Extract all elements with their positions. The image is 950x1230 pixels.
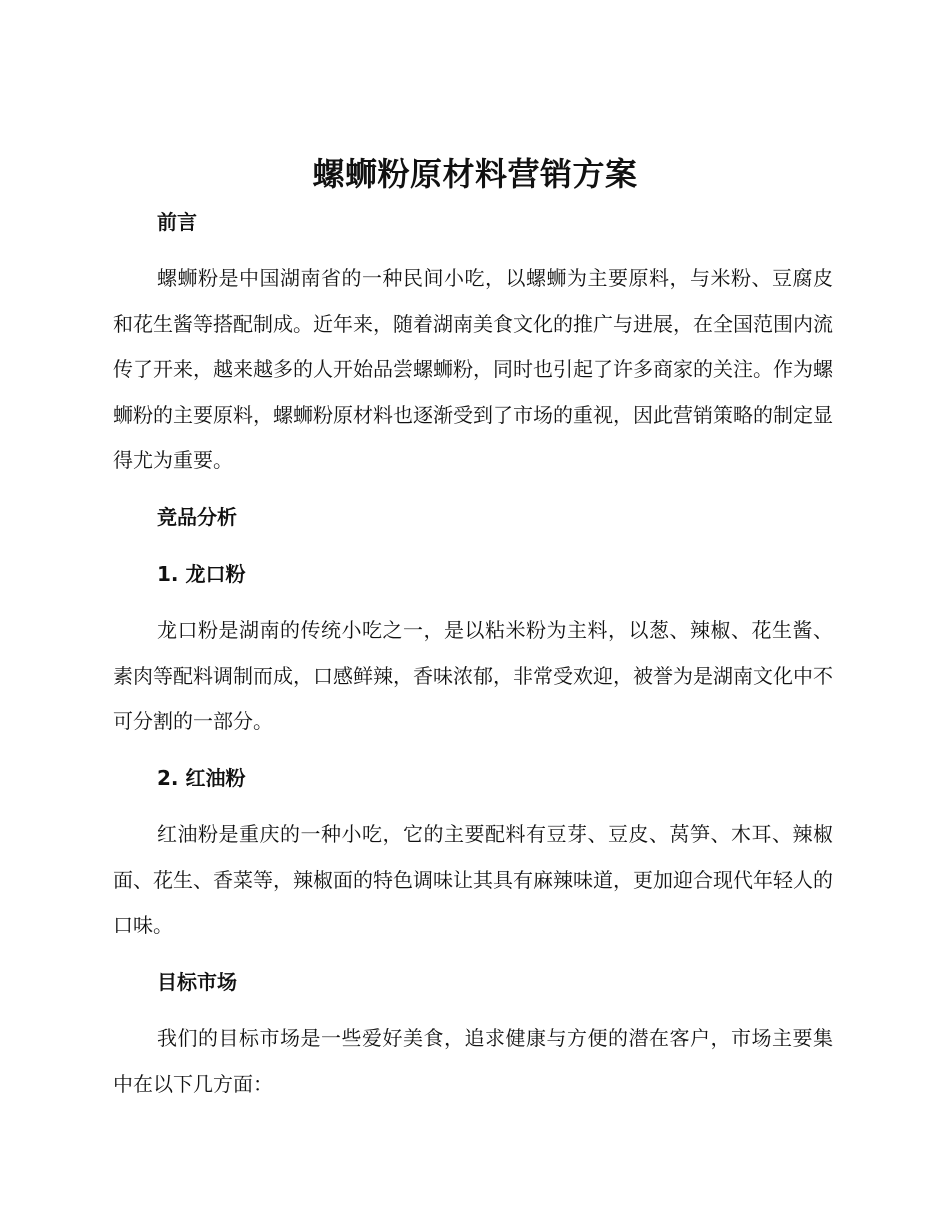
section-heading-longkou-noodle: 1. 龙口粉 <box>157 562 246 586</box>
section-heading-preface: 前言 <box>157 210 197 234</box>
section-paragraph-hongyou-noodle: 红油粉是重庆的一种小吃，它的主要配料有豆芽、豆皮、莴笋、木耳、辣椒面、花生、香菜等，辣椒面的特色调味让其具有麻辣味道，更加迎合现代年轻人的口味。 <box>113 822 833 937</box>
section-paragraph-target-market: 我们的目标市场是一些爱好美食，追求健康与方便的潜在客户，市场主要集中在以下几方面： <box>113 1026 833 1096</box>
section-heading-target-market: 目标市场 <box>157 970 237 994</box>
section-paragraph-preface: 螺蛳粉是中国湖南省的一种民间小吃，以螺蛳为主要原料，与米粉、豆腐皮和花生酱等搭配制成。近年来，随着湖南美食文化的推广与进展，在全国范围内流传了开来，越来越多的人开始品尝螺蛳粉，同时也引起了许多商家的关注。作为螺蛳粉的主要原料，螺蛳粉原材料也逐渐受到了市场的重视，因此营销策略的制定显得尤为重要。 <box>113 266 833 472</box>
section-paragraph-longkou-noodle: 龙口粉是湖南的传统小吃之一，是以粘米粉为主料，以葱、辣椒、花生酱、素肉等配料调制而成，口感鲜辣，香味浓郁，非常受欢迎，被誉为是湖南文化中不可分割的一部分。 <box>113 618 833 733</box>
section-heading-competitor-analysis: 竞品分析 <box>157 505 237 529</box>
document-title: 螺蛳粉原材料营销方案 <box>312 155 638 193</box>
section-heading-hongyou-noodle: 2. 红油粉 <box>157 766 246 790</box>
